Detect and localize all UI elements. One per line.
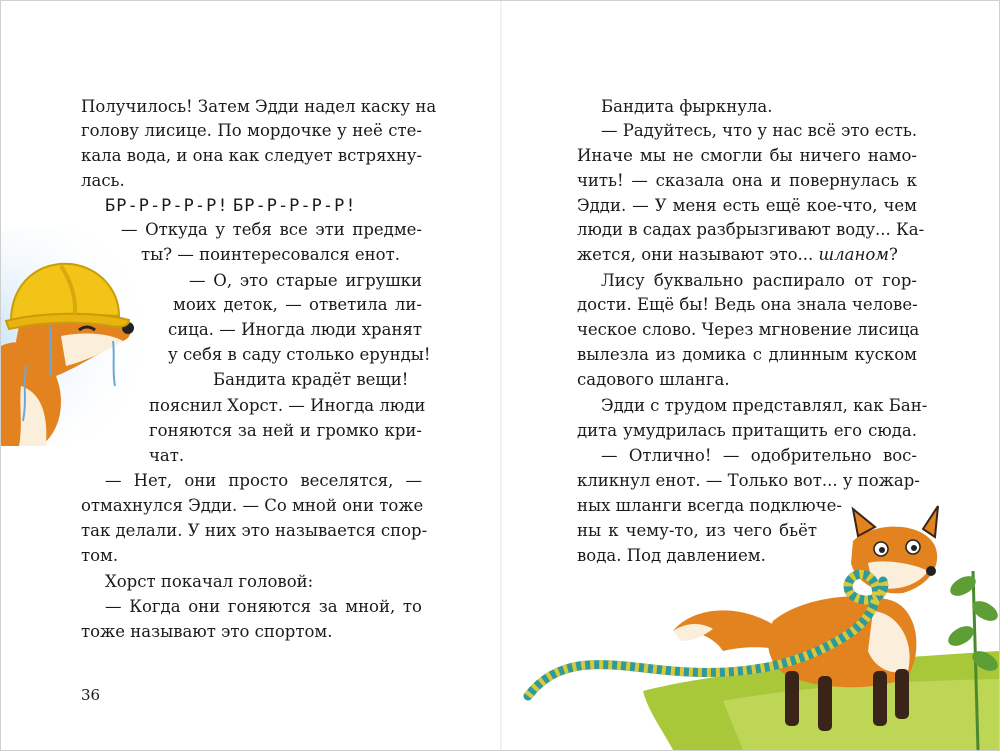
paragraph-line: люди в садах разбрызгивают воду... Ка-	[577, 220, 925, 239]
water-drip	[50, 326, 51, 376]
paragraph-line: Эдди с трудом представлял, как Бан-	[601, 396, 928, 415]
paragraph-line: Иначе мы не смогли бы ничего намо-	[577, 146, 917, 165]
paragraph-line: — Радуйтесь, что у нас всё это есть.	[601, 121, 918, 140]
fox-leg	[818, 676, 832, 731]
paragraph-line: чить! — сказала она и повернулась к	[577, 171, 917, 190]
paragraph-line: голову лисице. По мордочке у неё сте-	[81, 121, 422, 140]
fox-nose	[926, 566, 936, 576]
paragraph-line: — Отлично! — одобрительно вос-	[601, 446, 917, 465]
paragraph-line: пояснил Хорст. — Иногда люди	[149, 396, 426, 415]
paragraph-line: — Когда они гоняются за мной, то	[105, 597, 422, 616]
paragraph-line: ных шланги всегда подключе-	[577, 496, 842, 515]
page-number: 36	[81, 686, 101, 704]
paragraph-line: Получилось! Затем Эдди надел каску на	[81, 97, 437, 116]
paragraph-line: — Нет, они просто веселятся, —	[105, 471, 422, 490]
paragraph-line: дита умудрилась притащить его сюда.	[577, 421, 917, 440]
paragraph-line: Эдди. — У меня есть ещё кое-что, чем	[577, 196, 917, 215]
paragraph-line: жется, они называют это... шланом?	[577, 245, 898, 264]
paragraph-line: ты? — поинтересовался енот.	[141, 245, 400, 264]
paragraph-line: вода. Под давлением.	[577, 546, 766, 565]
paragraph-line: отмахнулся Эдди. — Со мной они тоже	[81, 496, 424, 515]
paragraph-line: лась.	[81, 171, 125, 190]
paragraph-line: кликнул енот. — Только вот... у пожар-	[577, 471, 920, 490]
paragraph-line: тоже называют это спортом.	[81, 622, 333, 641]
paragraph-line: так делали. У них это называется спор-	[81, 521, 428, 540]
sound-effect: БР-Р-Р-Р-Р!	[105, 196, 229, 216]
emphasized-word: шланом	[818, 245, 889, 264]
sound-effect: БР-Р-Р-Р-Р!	[233, 196, 357, 216]
paragraph-line: — Откуда у тебя все эти предме-	[121, 220, 422, 239]
paragraph-line: кала вода, и она как следует встряхну-	[81, 146, 423, 165]
fox-in-helmet-illustration	[1, 226, 161, 446]
paragraph-line: том.	[81, 546, 119, 565]
paragraph-line: гоняются за ней и громко кри-	[149, 421, 422, 440]
paragraph-line: Бандита фыркнула.	[601, 97, 773, 116]
paragraph-line: ческое слово. Через мгновение лисица	[577, 320, 920, 339]
paragraph-line: дости. Ещё бы! Ведь она знала челове-	[577, 295, 918, 314]
fox-leg	[785, 671, 799, 726]
fox-ear	[923, 506, 938, 537]
paragraph-line: ны к чему-то, из чего бьёт	[577, 521, 817, 540]
fox-leg	[895, 669, 909, 719]
paragraph-line: сица. — Иногда люди хранят	[168, 320, 422, 339]
fox-leg	[873, 671, 887, 726]
paragraph-line: у себя в саду столько ерунды!	[168, 345, 431, 364]
paragraph-line: моих деток, — ответила ли-	[173, 295, 422, 314]
paragraph-line: вылезла из домика с длинным куском	[577, 345, 917, 364]
paragraph-line: Хорст покачал головой:	[105, 572, 314, 591]
page-gutter	[500, 1, 502, 750]
paragraph-line: чат.	[149, 446, 185, 465]
paragraph-line: Лису буквально распирало от гор-	[601, 271, 917, 290]
paragraph-line: Бандита крадёт вещи!	[213, 370, 409, 389]
paragraph-line: садового шланга.	[577, 370, 730, 389]
paragraph-line: — О, это старые игрушки	[189, 271, 422, 290]
